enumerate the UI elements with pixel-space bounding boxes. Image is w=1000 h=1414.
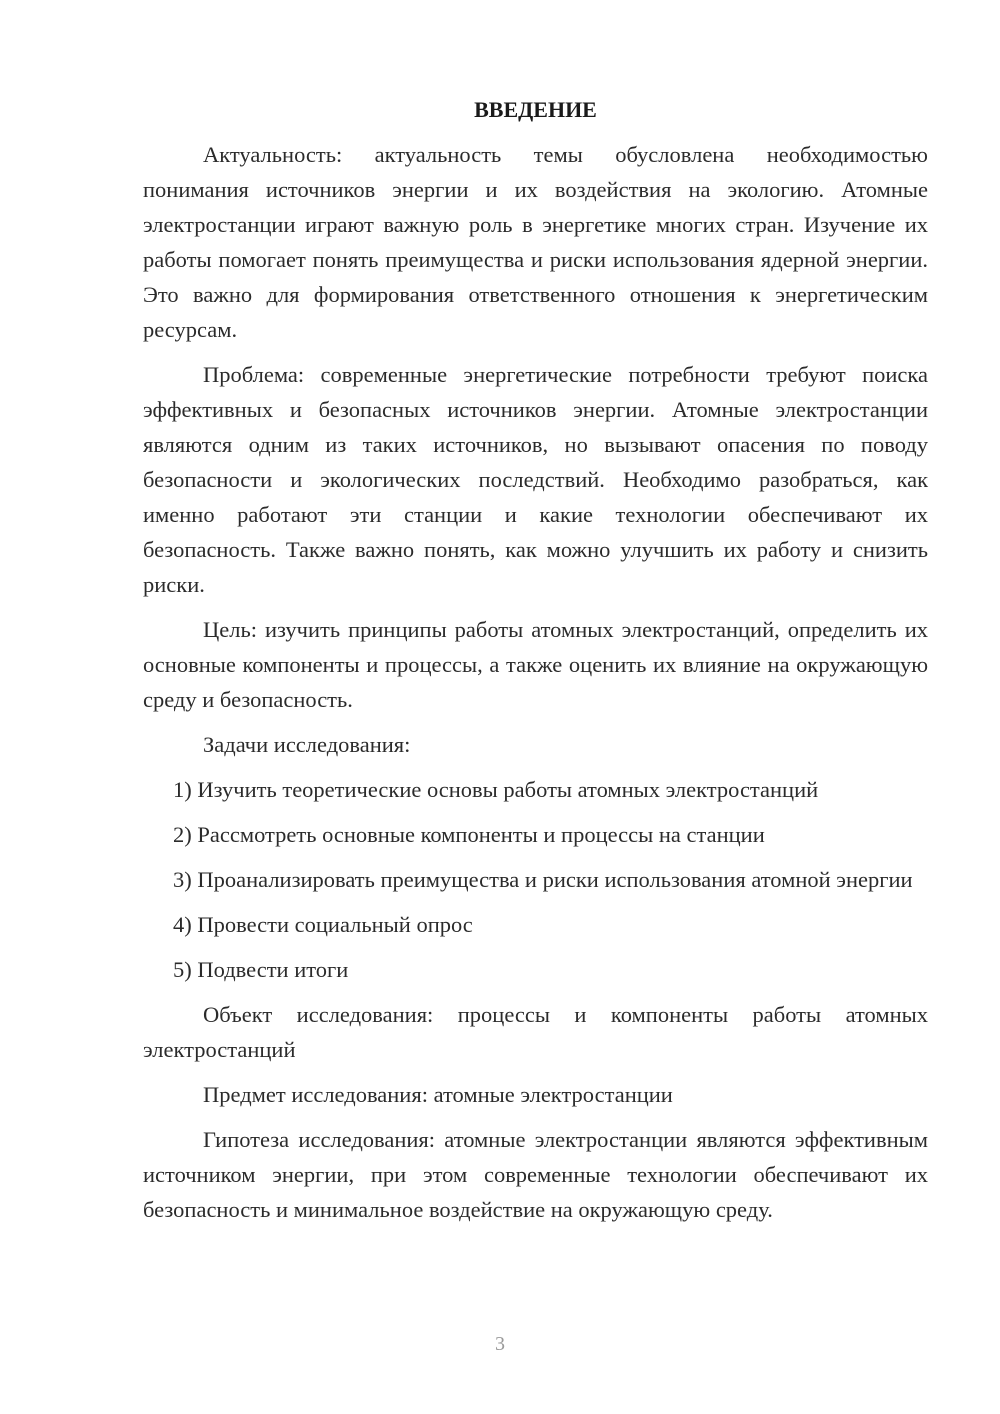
paragraph-object: Объект исследования: процессы и компоненты работы атомных электростанций — [143, 1002, 928, 1062]
section-heading: ВВЕДЕНИЕ — [474, 97, 597, 122]
task-item-1: 1) Изучить теоретические основы работы атомных электростанций — [173, 777, 819, 802]
task-item-5: 5) Подвести итоги — [173, 957, 349, 982]
paragraph-relevance: Актуальность: актуальность темы обусловлена необходимостью понимания источников энергии и их воздействия на экологию. Атомные электростанции играют важную роль в энергетике многих стран. Изучение их работы помогает понять преимущества и риски использования ядерной энергии. Это важно для формирования ответственного отношения к энергетическим ресурсам. — [143, 142, 928, 342]
document-page — [143, 92, 928, 1237]
paragraph-hypothesis: Гипотеза исследования: атомные электростанции являются эффективным источником энергии, при этом современные технологии обеспечивают их безопасность и минимальное воздействие на окружающую среду. — [143, 1127, 928, 1222]
page-number: 3 — [495, 1333, 505, 1355]
paragraph-problem: Проблема: современные энергетические потребности требуют поиска эффективных и безопасных источников энергии. Атомные электростанции являются одним из таких источников, но вызывают опасения по поводу безопасности и экологических последствий. Необходимо разобраться, как именно работают эти станции и какие технологии обеспечивают их безопасность. Также важно понять, как можно улучшить их работу и снизить риски. — [143, 362, 928, 597]
paragraph-goal: Цель: изучить принципы работы атомных электростанций, определить их основные компоненты и процессы, а также оценить их влияние на окружающую среду и безопасность. — [143, 617, 928, 712]
paragraph-tasks-title: Задачи исследования: — [203, 732, 411, 757]
task-item-4: 4) Провести социальный опрос — [173, 912, 473, 937]
task-item-2: 2) Рассмотреть основные компоненты и процессы на станции — [173, 822, 765, 847]
paragraph-subject: Предмет исследования: атомные электростанции — [203, 1082, 673, 1107]
task-item-3: 3) Проанализировать преимущества и риски использования атомной энергии — [173, 867, 913, 892]
